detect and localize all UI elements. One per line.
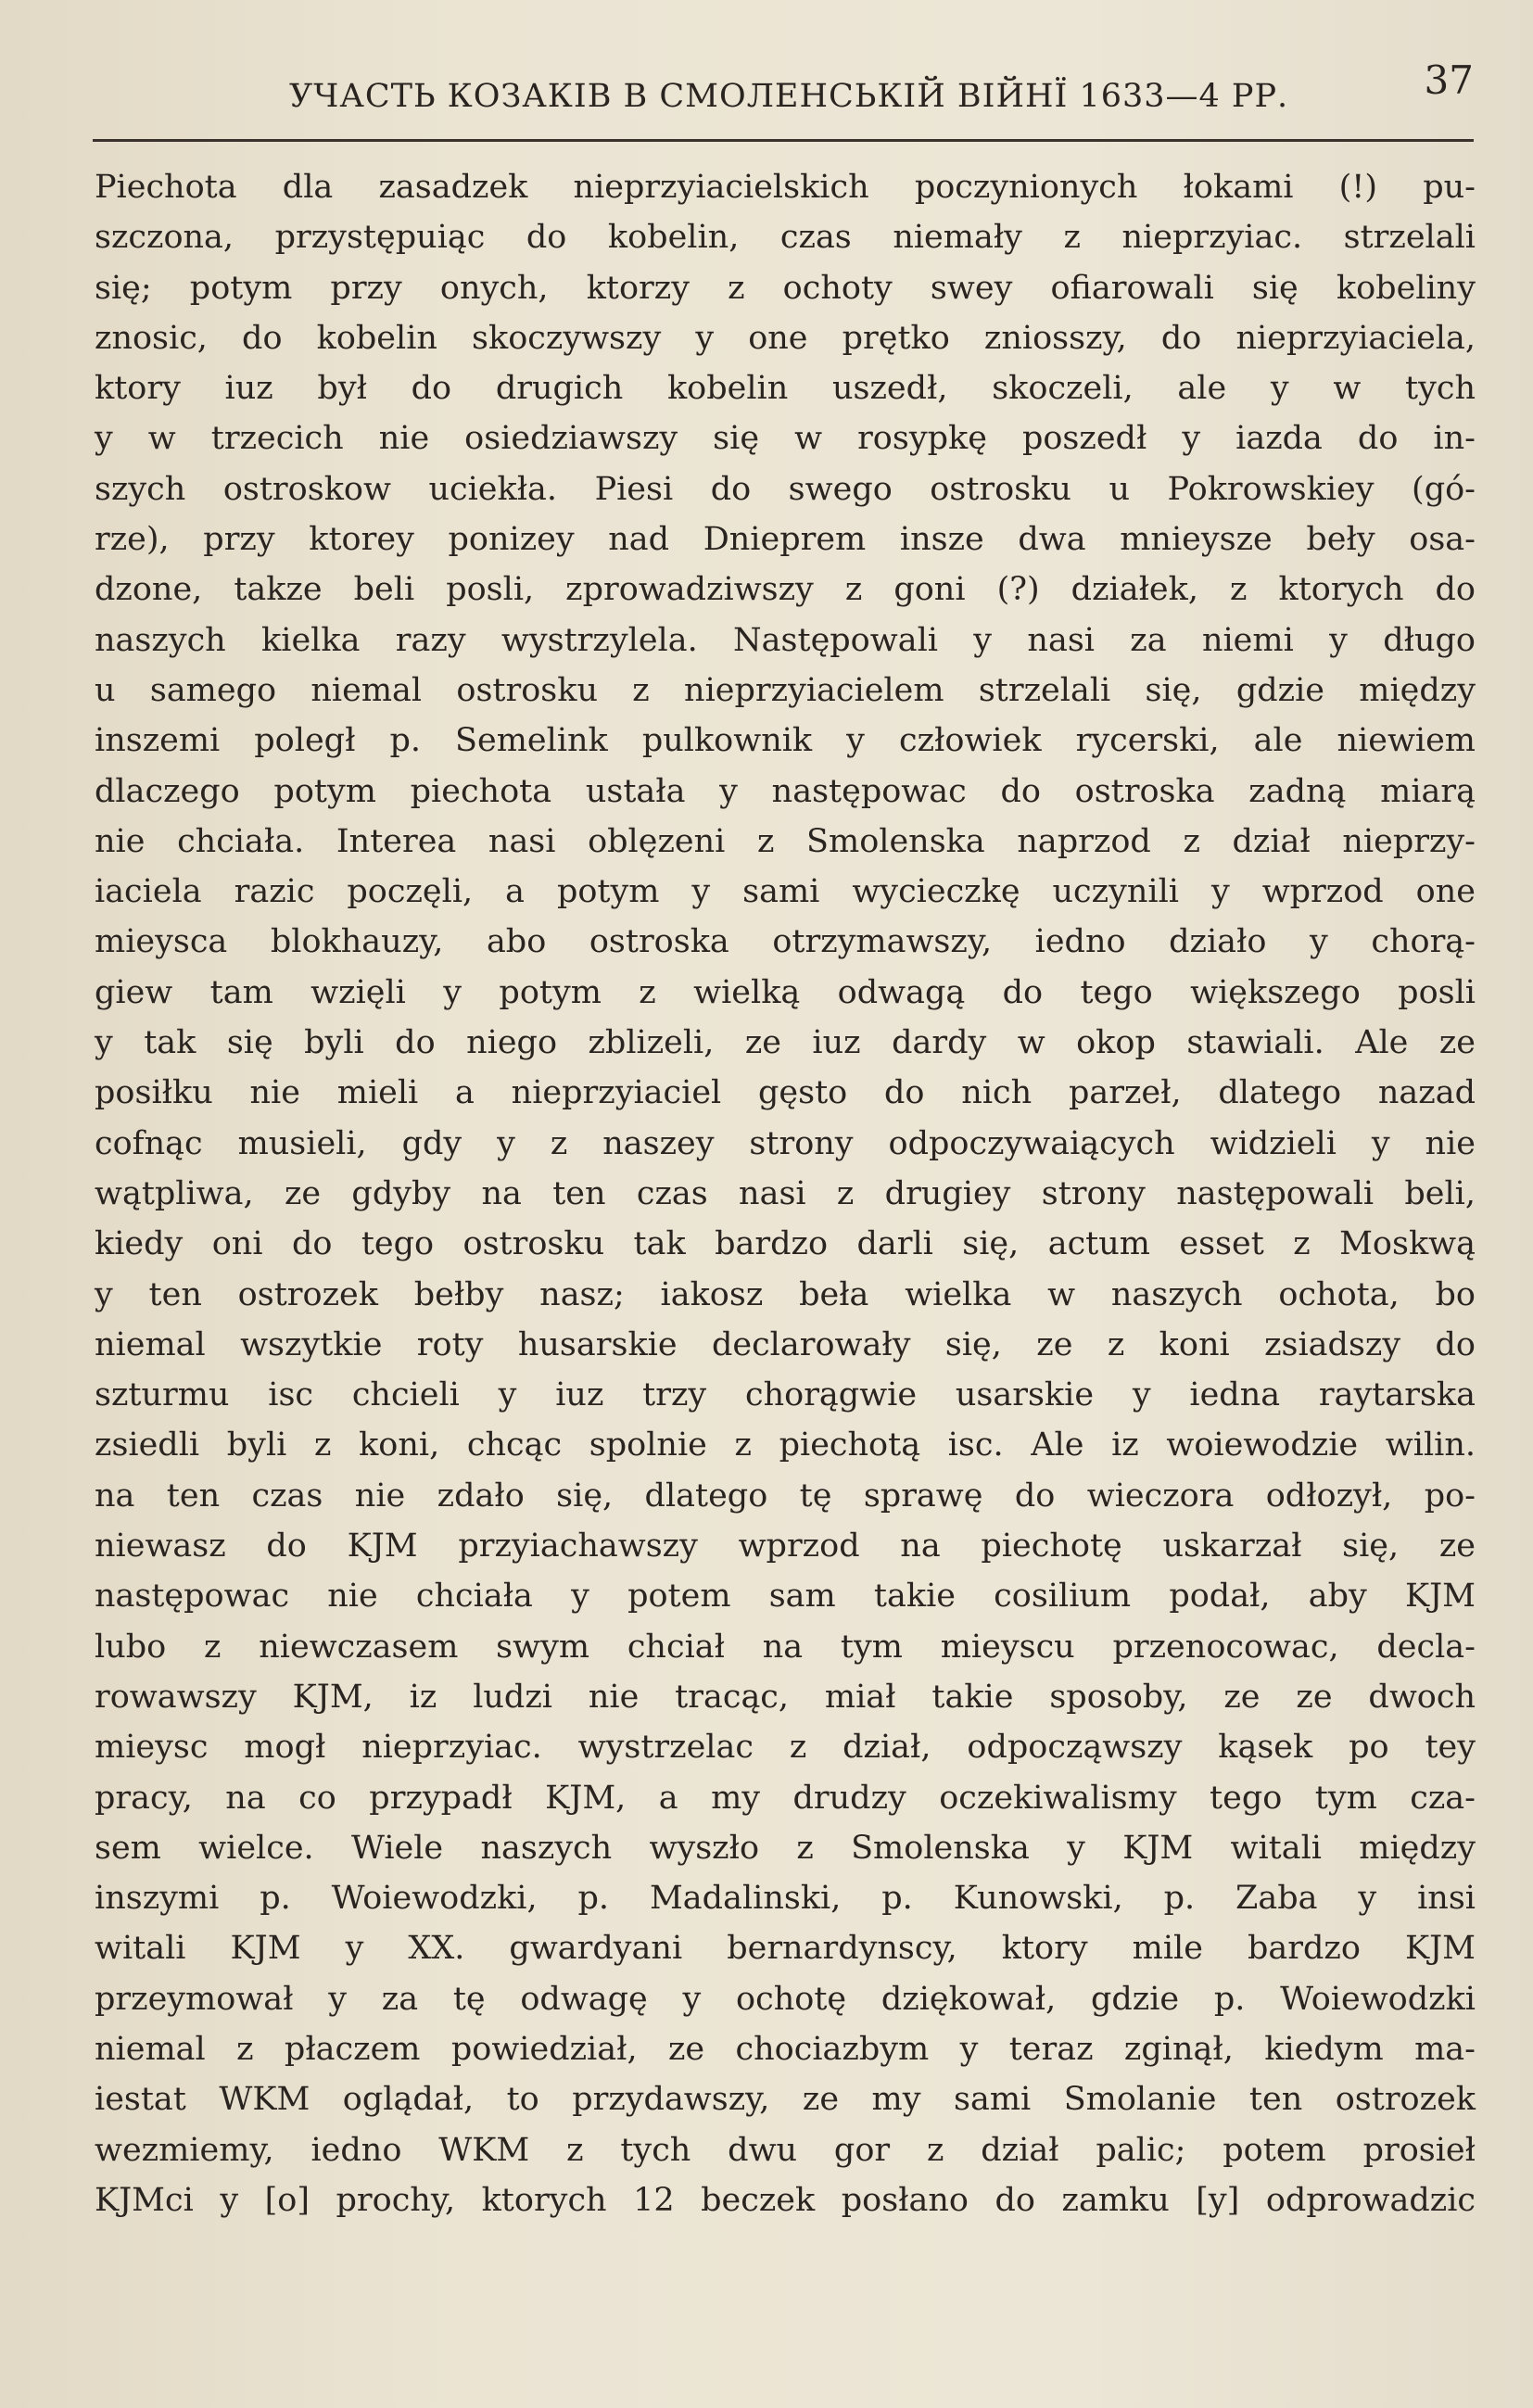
text-line: Piechota dla zasadzek nieprzyiacielskich poczynionych łokami (!) pu- [95, 169, 1476, 206]
text-line: ktory iuz był do drugich kobelin uszedł, skoczeli, ale y w tych [95, 370, 1476, 408]
text-line: dzone, takze beli posli, zprowadziwszy z goni (?) działek, z ktorych do [95, 571, 1476, 609]
text-line: nie chciała. Interea nasi oblęzeni z Smolenska naprzod z dział nieprzy- [95, 822, 1476, 860]
text-line: pracy, na co przypadł KJM, a my drudzy oczekiwalismy tego tym cza- [95, 1779, 1476, 1817]
text-line: y w trzecich nie osiedziawszy się w rosypkę poszedł y iazda do in- [95, 420, 1476, 458]
text-line: dlaczego potym piechota ustała y następowac do ostroska zadną miarą [95, 772, 1476, 810]
running-title: УЧАСТЬ КОЗАКІВ В СМОЛЕНСЬКІЙ ВІЙНЇ 1633—4 РР. [289, 78, 1289, 115]
text-line: cofnąc musieli, gdy y z naszey strony odpoczywaiących widzieli y nie [95, 1124, 1476, 1162]
text-line: wątpliwa, ze gdyby na ten czas nasi z drugiey strony następowali beli, [95, 1174, 1476, 1212]
text-line: niemal wszytkie roty husarskie declarowały się, ze z koni zsiadszy do [95, 1325, 1476, 1363]
text-line: niewasz do KJM przyiachawszy wprzod na piechotę uskarzał się, ze [95, 1527, 1476, 1565]
text-line: niemal z płaczem powiedział, ze chociazbym y teraz zginął, kiedym ma- [95, 2030, 1476, 2068]
text-line: iaciela razic poczęli, a potym y sami wycieczkę uczynili y wprzod one [95, 873, 1476, 911]
text-line: posiłku nie mieli a nieprzyiaciel gęsto do nich parzeł, dlatego nazad [95, 1074, 1476, 1112]
text-line: inszymi p. Woiewodzki, p. Madalinski, p. Kunowski, p. Zaba y insi [95, 1880, 1476, 1918]
text-line: się; potym przy onych, ktorzy z ochoty swey ofiarowali się kobeliny [95, 269, 1476, 307]
text-line: zsiedli byli z koni, chcąc spolnie z piechotą isc. Ale iz woiewodzie wilin. [95, 1426, 1476, 1464]
text-line: witali KJM y XX. gwardyani bernardynscy, ktory mile bardzo KJM [95, 1930, 1476, 1968]
page-number: 37 [1424, 57, 1474, 103]
text-line: szczona, przystępuiąc do kobelin, czas niemały z nieprzyiac. strzelali [95, 219, 1476, 257]
text-line: mieysc mogł nieprzyiac. wystrzelac z dział, odpocząwszy kąsek po tey [95, 1729, 1476, 1767]
text-line: znosic, do kobelin skoczywszy y one prętko zniosszy, do nieprzyiaciela, [95, 319, 1476, 357]
text-line: mieysca blokhauzy, abo ostroska otrzymawszy, iedno działo y chorą- [95, 923, 1476, 961]
text-line: następowac nie chciała y potem sam takie cosilium podał, aby KJM [95, 1578, 1476, 1616]
text-line: naszych kielka razy wystrzylela. Następowali y nasi za niemi y długo [95, 621, 1476, 659]
text-line: wezmiemy, iedno WKM z tych dwu gor z dział palic; potem prosieł [95, 2131, 1476, 2169]
text-line: sem wielce. Wiele naszych wyszło z Smolenska y KJM witali między [95, 1829, 1476, 1867]
text-line: rze), przy ktorey ponizey nad Dnieprem insze dwa mnieysze beły osa- [95, 521, 1476, 559]
text-line: rowawszy KJM, iz ludzi nie tracąc, miał takie sposoby, ze ze dwoch [95, 1678, 1476, 1716]
text-line: iestat WKM oglądał, to przydawszy, ze my sami Smolanie ten ostrozek [95, 2081, 1476, 2119]
text-line: y ten ostrozek bełby nasz; iakosz beła wielka w naszych ochota, bo [95, 1275, 1476, 1313]
text-line: lubo z niewczasem swym chciał na tym mieyscu przenocowac, decla- [95, 1628, 1476, 1666]
header-rule [93, 139, 1474, 142]
text-line: inszemi poległ p. Semelink pulkownik y człowiek rycerski, ale niewiem [95, 722, 1476, 760]
text-line: u samego niemal ostrosku z nieprzyiacielem strzelali się, gdzie między [95, 671, 1476, 709]
text-line: przeymował y za tę odwagę y ochotę dziękował, gdzie p. Woiewodzki [95, 1980, 1476, 2018]
body-text [95, 162, 1476, 2225]
text-line: szych ostroskow uciekła. Piesi do swego ostrosku u Pokrowskiey (gó- [95, 470, 1476, 508]
text-line: KJMci y [o] prochy, ktorych 12 beczek posłano do zamku [y] odprowadzic [95, 2181, 1476, 2219]
text-line: na ten czas nie zdało się, dlatego tę sprawę do wieczora odłozył, po- [95, 1476, 1476, 1515]
text-line: szturmu isc chcieli y iuz trzy chorągwie usarskie y iedna raytarska [95, 1376, 1476, 1414]
text-line: y tak się byli do niego zblizeli, ze iuz dardy w okop stawiali. Ale ze [95, 1024, 1476, 1062]
page-header [93, 57, 1474, 122]
text-line: kiedy oni do tego ostrosku tak bardzo darli się, actum esset z Moskwą [95, 1225, 1476, 1263]
text-line: giew tam wzięli y potym z wielką odwagą do tego większego posli [95, 973, 1476, 1011]
